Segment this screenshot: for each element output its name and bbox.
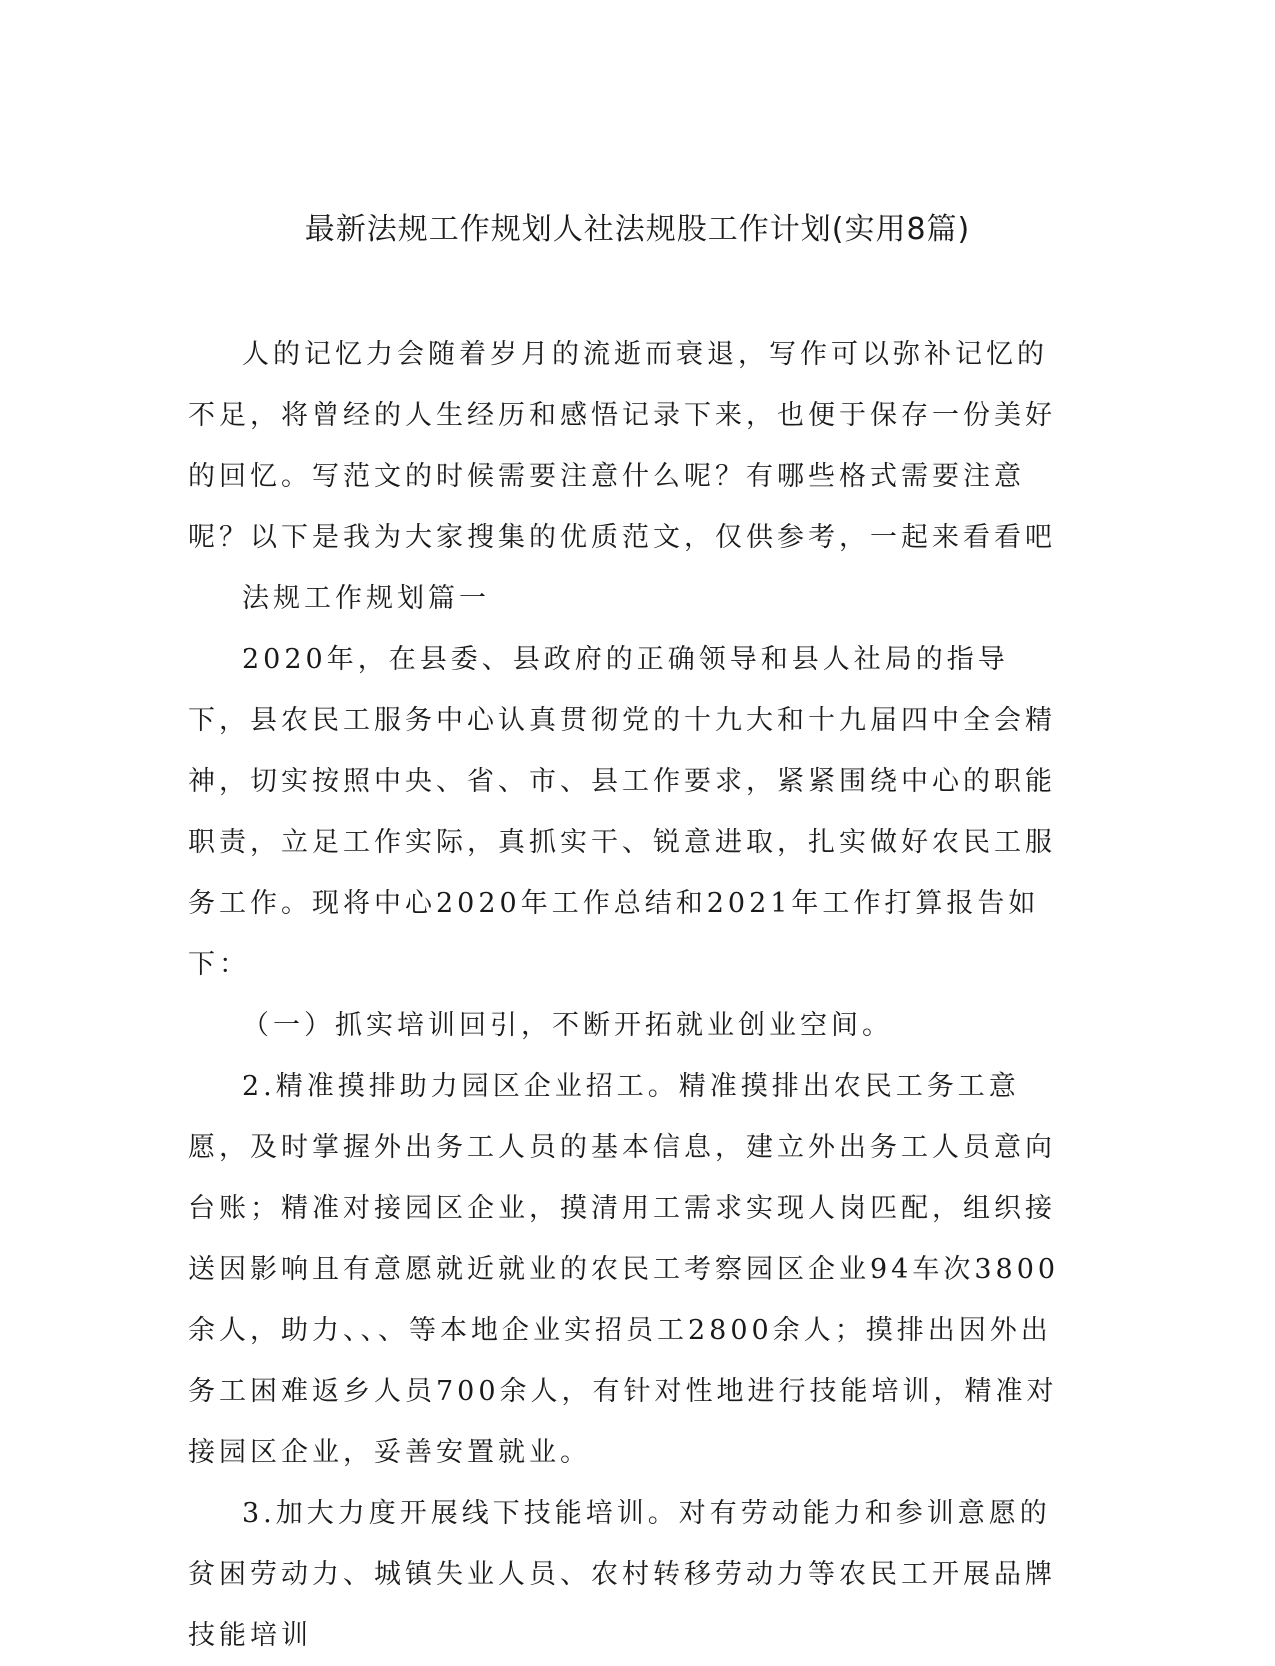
paragraph-summary: 2020年，在县委、县政府的正确领导和县人社局的指导下，县农民工服务中心认真贯彻党的十九大和十九届四中全会精神，切实按照中央、省、市、县工作要求，紧紧围绕中心的职能职责，立足工作实际，真抓实干、锐意进取，扎实做好农民工服务工作。现将中心2020年工作总结和2021年工作打算报告如下： <box>188 644 1056 980</box>
subheading-training: （一）抓实培训回引，不断开拓就业创业空间。 <box>242 1010 893 1041</box>
paragraph-offline-training: 3.加大力度开展线下技能培训。对有劳动能力和参训意愿的贫困劳动力、城镇失业人员、农村转移劳动力等农民工开展品牌技能培训 <box>188 1498 1056 1651</box>
document-body <box>188 324 1068 1666</box>
section-heading: 法规工作规划篇一 <box>242 583 490 614</box>
document-title: 最新法规工作规划人社法规股工作计划(实用8篇) <box>304 212 971 247</box>
intro-paragraph: 人的记忆力会随着岁月的流逝而衰退，写作可以弥补记忆的不足，将曾经的人生经历和感悟记录下来，也便于保存一份美好的回忆。写范文的时候需要注意什么呢？有哪些格式需要注意呢？以下是我为大家搜集的优质范文，仅供参考，一起来看看吧 <box>188 339 1056 553</box>
paragraph-recruitment: 2.精准摸排助力园区企业招工。精准摸排出农民工务工意愿，及时掌握外出务工人员的基本信息，建立外出务工人员意向台账；精准对接园区企业，摸清用工需求实现人岗匹配，组织接送因影响且有意愿就近就业的农民工考察园区企业94车次3800余人，助力、、、等本地企业实招员工2800余人；摸排出因外出务工困难返乡人员700余人，有针对性地进行技能培训，精准对接园区企业，妥善安置就业。 <box>188 1071 1060 1468</box>
